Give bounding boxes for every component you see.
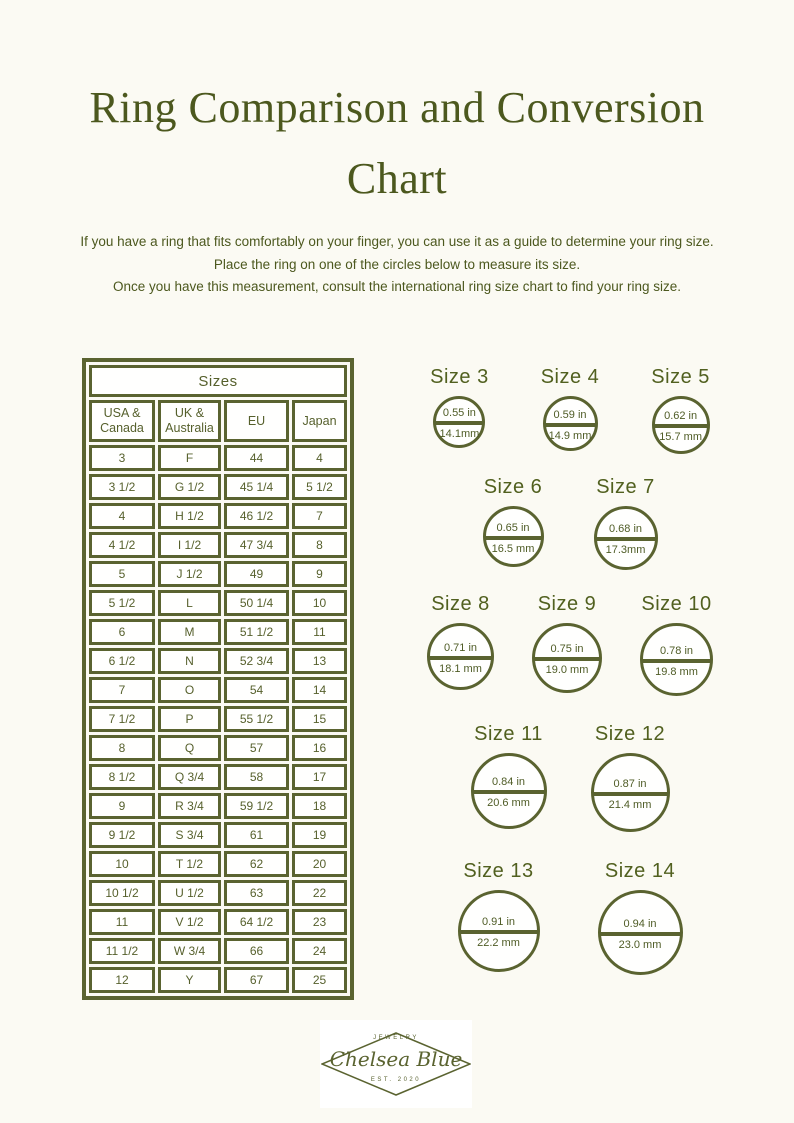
table-row bbox=[89, 503, 347, 529]
size-cell: 10 bbox=[89, 851, 155, 877]
size-cell: 58 bbox=[224, 764, 289, 790]
size-cell: 9 bbox=[292, 561, 347, 587]
diameter-line bbox=[544, 423, 597, 427]
ring-circle bbox=[594, 506, 658, 570]
diameter-line bbox=[472, 790, 546, 794]
page-title-line2: Chart bbox=[346, 154, 448, 203]
diameter-line bbox=[459, 930, 539, 934]
logo-brand-name: Chelsea Blue bbox=[329, 1047, 463, 1071]
ring-size-group bbox=[598, 860, 683, 975]
ring-size-group bbox=[541, 366, 600, 451]
size-cell: 11 1/2 bbox=[89, 938, 155, 964]
ring-circle bbox=[458, 890, 540, 972]
ring-size-label: Size 12 bbox=[594, 723, 666, 745]
intro-line2: Place the ring on one of the circles below to measure its size. bbox=[213, 256, 581, 272]
diameter-inches-label: 0.62 in bbox=[664, 410, 698, 422]
size-cell: I 1/2 bbox=[158, 532, 221, 558]
table-title-row bbox=[89, 365, 347, 397]
diameter-inches-label: 0.78 in bbox=[659, 644, 694, 657]
table-row bbox=[89, 677, 347, 703]
table-row bbox=[89, 445, 347, 471]
ring-size-label: Size 13 bbox=[463, 860, 534, 882]
intro-text bbox=[0, 231, 794, 299]
table-row bbox=[89, 851, 347, 877]
diameter-line bbox=[641, 659, 712, 663]
size-cell: 44 bbox=[224, 445, 289, 471]
table-row bbox=[89, 561, 347, 587]
diameter-mm-label: 19.0 mm bbox=[545, 664, 589, 676]
size-cell: R 3/4 bbox=[158, 793, 221, 819]
table-row bbox=[89, 619, 347, 645]
size-cell: N bbox=[158, 648, 221, 674]
ring-circle bbox=[532, 623, 602, 693]
size-cell: 20 bbox=[292, 851, 347, 877]
ring-size-label: Size 8 bbox=[431, 593, 490, 615]
diameter-mm-label: 14.9 mm bbox=[548, 429, 592, 442]
ring-size-label: Size 14 bbox=[604, 860, 676, 882]
ring-size-group bbox=[640, 593, 713, 696]
size-cell: 4 bbox=[292, 445, 347, 471]
table-header-row bbox=[89, 400, 347, 442]
diameter-inches-label: 0.68 in bbox=[608, 523, 643, 535]
logo-top-text: JEWELRY bbox=[373, 1035, 419, 1041]
table-row bbox=[89, 764, 347, 790]
circle-row bbox=[370, 723, 770, 832]
size-cell: 64 1/2 bbox=[224, 909, 289, 935]
size-cell: 63 bbox=[224, 880, 289, 906]
diameter-line bbox=[592, 792, 669, 796]
size-cell: 3 bbox=[89, 445, 155, 471]
col-header-japan: Japan bbox=[292, 400, 347, 442]
diameter-mm-label: 18.1 mm bbox=[439, 662, 482, 675]
size-cell: L bbox=[158, 590, 221, 616]
diameter-inches-label: 0.55 in bbox=[442, 407, 476, 419]
size-cell: 16 bbox=[292, 735, 347, 761]
size-cell: 57 bbox=[224, 735, 289, 761]
size-cell: 13 bbox=[292, 648, 347, 674]
diameter-inches-label: 0.59 in bbox=[553, 408, 587, 421]
size-cell: 55 1/2 bbox=[224, 706, 289, 732]
ring-size-group bbox=[483, 476, 544, 567]
ring-circle bbox=[543, 396, 598, 451]
size-cell: 61 bbox=[224, 822, 289, 848]
diameter-inches-label: 0.91 in bbox=[481, 916, 516, 928]
size-cell: 5 1/2 bbox=[292, 474, 347, 500]
size-cell: 5 bbox=[89, 561, 155, 587]
ring-circle bbox=[652, 396, 710, 454]
ring-size-label: Size 5 bbox=[651, 366, 710, 388]
size-cell: 25 bbox=[292, 967, 347, 993]
table-row bbox=[89, 938, 347, 964]
table-row bbox=[89, 909, 347, 935]
size-cell: F bbox=[158, 445, 221, 471]
table-row bbox=[89, 967, 347, 993]
ring-size-group bbox=[430, 366, 489, 448]
diameter-line bbox=[434, 421, 484, 425]
size-cell: J 1/2 bbox=[158, 561, 221, 587]
size-cell: 8 1/2 bbox=[89, 764, 155, 790]
diameter-mm-label: 14.1mm bbox=[439, 428, 480, 440]
size-cell: 7 1/2 bbox=[89, 706, 155, 732]
diameter-line bbox=[595, 537, 657, 541]
ring-circle bbox=[640, 623, 713, 696]
table-row bbox=[89, 735, 347, 761]
size-cell: Y bbox=[158, 967, 221, 993]
diameter-mm-label: 19.8 mm bbox=[655, 665, 698, 678]
size-cell: 8 bbox=[89, 735, 155, 761]
size-cell: S 3/4 bbox=[158, 822, 221, 848]
circle-row bbox=[370, 476, 770, 570]
diameter-line bbox=[653, 424, 709, 428]
diameter-mm-label: 15.7 mm bbox=[659, 431, 702, 443]
size-cell: 6 1/2 bbox=[89, 648, 155, 674]
size-cell: 8 bbox=[292, 532, 347, 558]
circle-row bbox=[370, 860, 770, 975]
col-header-usa-canada: USA & Canada bbox=[89, 400, 155, 442]
size-cell: 18 bbox=[292, 793, 347, 819]
size-cell: P bbox=[158, 706, 221, 732]
size-cell: 62 bbox=[224, 851, 289, 877]
size-cell: 10 1/2 bbox=[89, 880, 155, 906]
ring-size-group bbox=[532, 593, 602, 693]
diameter-mm-label: 20.6 mm bbox=[487, 797, 530, 809]
size-cell: 6 bbox=[89, 619, 155, 645]
size-cell: 17 bbox=[292, 764, 347, 790]
table-row bbox=[89, 590, 347, 616]
size-cell: 59 1/2 bbox=[224, 793, 289, 819]
size-cell: 7 bbox=[292, 503, 347, 529]
ring-size-group bbox=[458, 860, 540, 972]
ring-circle bbox=[471, 753, 547, 829]
size-cell: 15 bbox=[292, 706, 347, 732]
diameter-mm-label: 22.2 mm bbox=[477, 937, 520, 949]
size-cell: 54 bbox=[224, 677, 289, 703]
ring-size-label: Size 9 bbox=[537, 593, 597, 615]
diameter-mm-label: 16.5 mm bbox=[491, 542, 535, 555]
logo-established-text: EST. 2020 bbox=[370, 1077, 422, 1083]
size-cell: W 3/4 bbox=[158, 938, 221, 964]
table-row bbox=[89, 648, 347, 674]
diameter-line bbox=[484, 536, 543, 540]
size-cell: U 1/2 bbox=[158, 880, 221, 906]
ring-size-group bbox=[471, 723, 547, 829]
page-title-line1: Ring Comparison and Conversion bbox=[89, 83, 705, 132]
col-header-eu: EU bbox=[224, 400, 289, 442]
table-row bbox=[89, 822, 347, 848]
ring-size-label: Size 3 bbox=[430, 366, 489, 388]
size-cell: 5 1/2 bbox=[89, 590, 155, 616]
ring-size-label: Size 7 bbox=[596, 476, 655, 498]
size-cell: 22 bbox=[292, 880, 347, 906]
size-cell: 51 1/2 bbox=[224, 619, 289, 645]
brand-logo bbox=[320, 1020, 472, 1108]
size-cell: 46 1/2 bbox=[224, 503, 289, 529]
ring-size-group bbox=[591, 723, 670, 832]
table-row bbox=[89, 706, 347, 732]
diameter-mm-label: 23.0 mm bbox=[618, 938, 662, 951]
ring-size-group bbox=[651, 366, 710, 454]
col-header-uk-australia: UK & Australia bbox=[158, 400, 221, 442]
size-cell: 11 bbox=[292, 619, 347, 645]
size-cell: 47 3/4 bbox=[224, 532, 289, 558]
size-cell: 10 bbox=[292, 590, 347, 616]
size-cell: 12 bbox=[89, 967, 155, 993]
size-cell: 52 3/4 bbox=[224, 648, 289, 674]
table-title: Sizes bbox=[89, 365, 347, 397]
diameter-inches-label: 0.71 in bbox=[443, 641, 478, 654]
ring-circle bbox=[591, 753, 670, 832]
diameter-mm-label: 17.3mm bbox=[605, 544, 646, 556]
circle-row bbox=[370, 366, 770, 454]
size-cell: M bbox=[158, 619, 221, 645]
diameter-line bbox=[533, 657, 601, 661]
circle-row bbox=[370, 593, 770, 696]
size-cell: 9 1/2 bbox=[89, 822, 155, 848]
size-cell: 4 1/2 bbox=[89, 532, 155, 558]
diameter-inches-label: 0.75 in bbox=[550, 643, 584, 655]
diameter-inches-label: 0.84 in bbox=[491, 776, 526, 788]
table-row bbox=[89, 474, 347, 500]
size-cell: 7 bbox=[89, 677, 155, 703]
ring-size-group bbox=[594, 476, 658, 570]
diameter-inches-label: 0.94 in bbox=[623, 917, 657, 930]
ring-size-label: Size 10 bbox=[641, 593, 712, 615]
size-cell: O bbox=[158, 677, 221, 703]
table-row bbox=[89, 532, 347, 558]
intro-line3: Once you have this measurement, consult the international ring size chart to find your ring size. bbox=[112, 279, 682, 294]
size-cell: 11 bbox=[89, 909, 155, 935]
ring-size-label: Size 4 bbox=[540, 366, 600, 388]
size-cell: Q bbox=[158, 735, 221, 761]
diameter-inches-label: 0.87 in bbox=[613, 777, 647, 790]
ring-size-label: Size 11 bbox=[474, 723, 543, 745]
diameter-line bbox=[599, 932, 682, 936]
size-cell: 14 bbox=[292, 677, 347, 703]
size-cell: 49 bbox=[224, 561, 289, 587]
ring-circle bbox=[483, 506, 544, 567]
size-cell: 24 bbox=[292, 938, 347, 964]
diameter-mm-label: 21.4 mm bbox=[608, 798, 652, 811]
size-cell: H 1/2 bbox=[158, 503, 221, 529]
diameter-inches-label: 0.65 in bbox=[496, 521, 530, 534]
ring-size-group bbox=[427, 593, 494, 690]
size-cell: G 1/2 bbox=[158, 474, 221, 500]
size-cell: 4 bbox=[89, 503, 155, 529]
ring-circle bbox=[433, 396, 485, 448]
table-row bbox=[89, 880, 347, 906]
size-cell: 9 bbox=[89, 793, 155, 819]
size-cell: 23 bbox=[292, 909, 347, 935]
table-row bbox=[89, 793, 347, 819]
size-cell: 67 bbox=[224, 967, 289, 993]
size-cell: 66 bbox=[224, 938, 289, 964]
ring-circle bbox=[427, 623, 494, 690]
size-cell: Q 3/4 bbox=[158, 764, 221, 790]
size-cell: 19 bbox=[292, 822, 347, 848]
ring-size-label: Size 6 bbox=[483, 476, 543, 498]
size-cell: 45 1/4 bbox=[224, 474, 289, 500]
ring-size-table bbox=[82, 358, 354, 1000]
size-cell: 50 1/4 bbox=[224, 590, 289, 616]
size-cell: T 1/2 bbox=[158, 851, 221, 877]
diameter-line bbox=[428, 656, 493, 660]
page-title bbox=[0, 72, 794, 214]
intro-line1: If you have a ring that fits comfortably on your finger, you can use it as a guide to determine your ring size. bbox=[80, 234, 714, 249]
size-cell: V 1/2 bbox=[158, 909, 221, 935]
size-cell: 3 1/2 bbox=[89, 474, 155, 500]
ring-circle bbox=[598, 890, 683, 975]
